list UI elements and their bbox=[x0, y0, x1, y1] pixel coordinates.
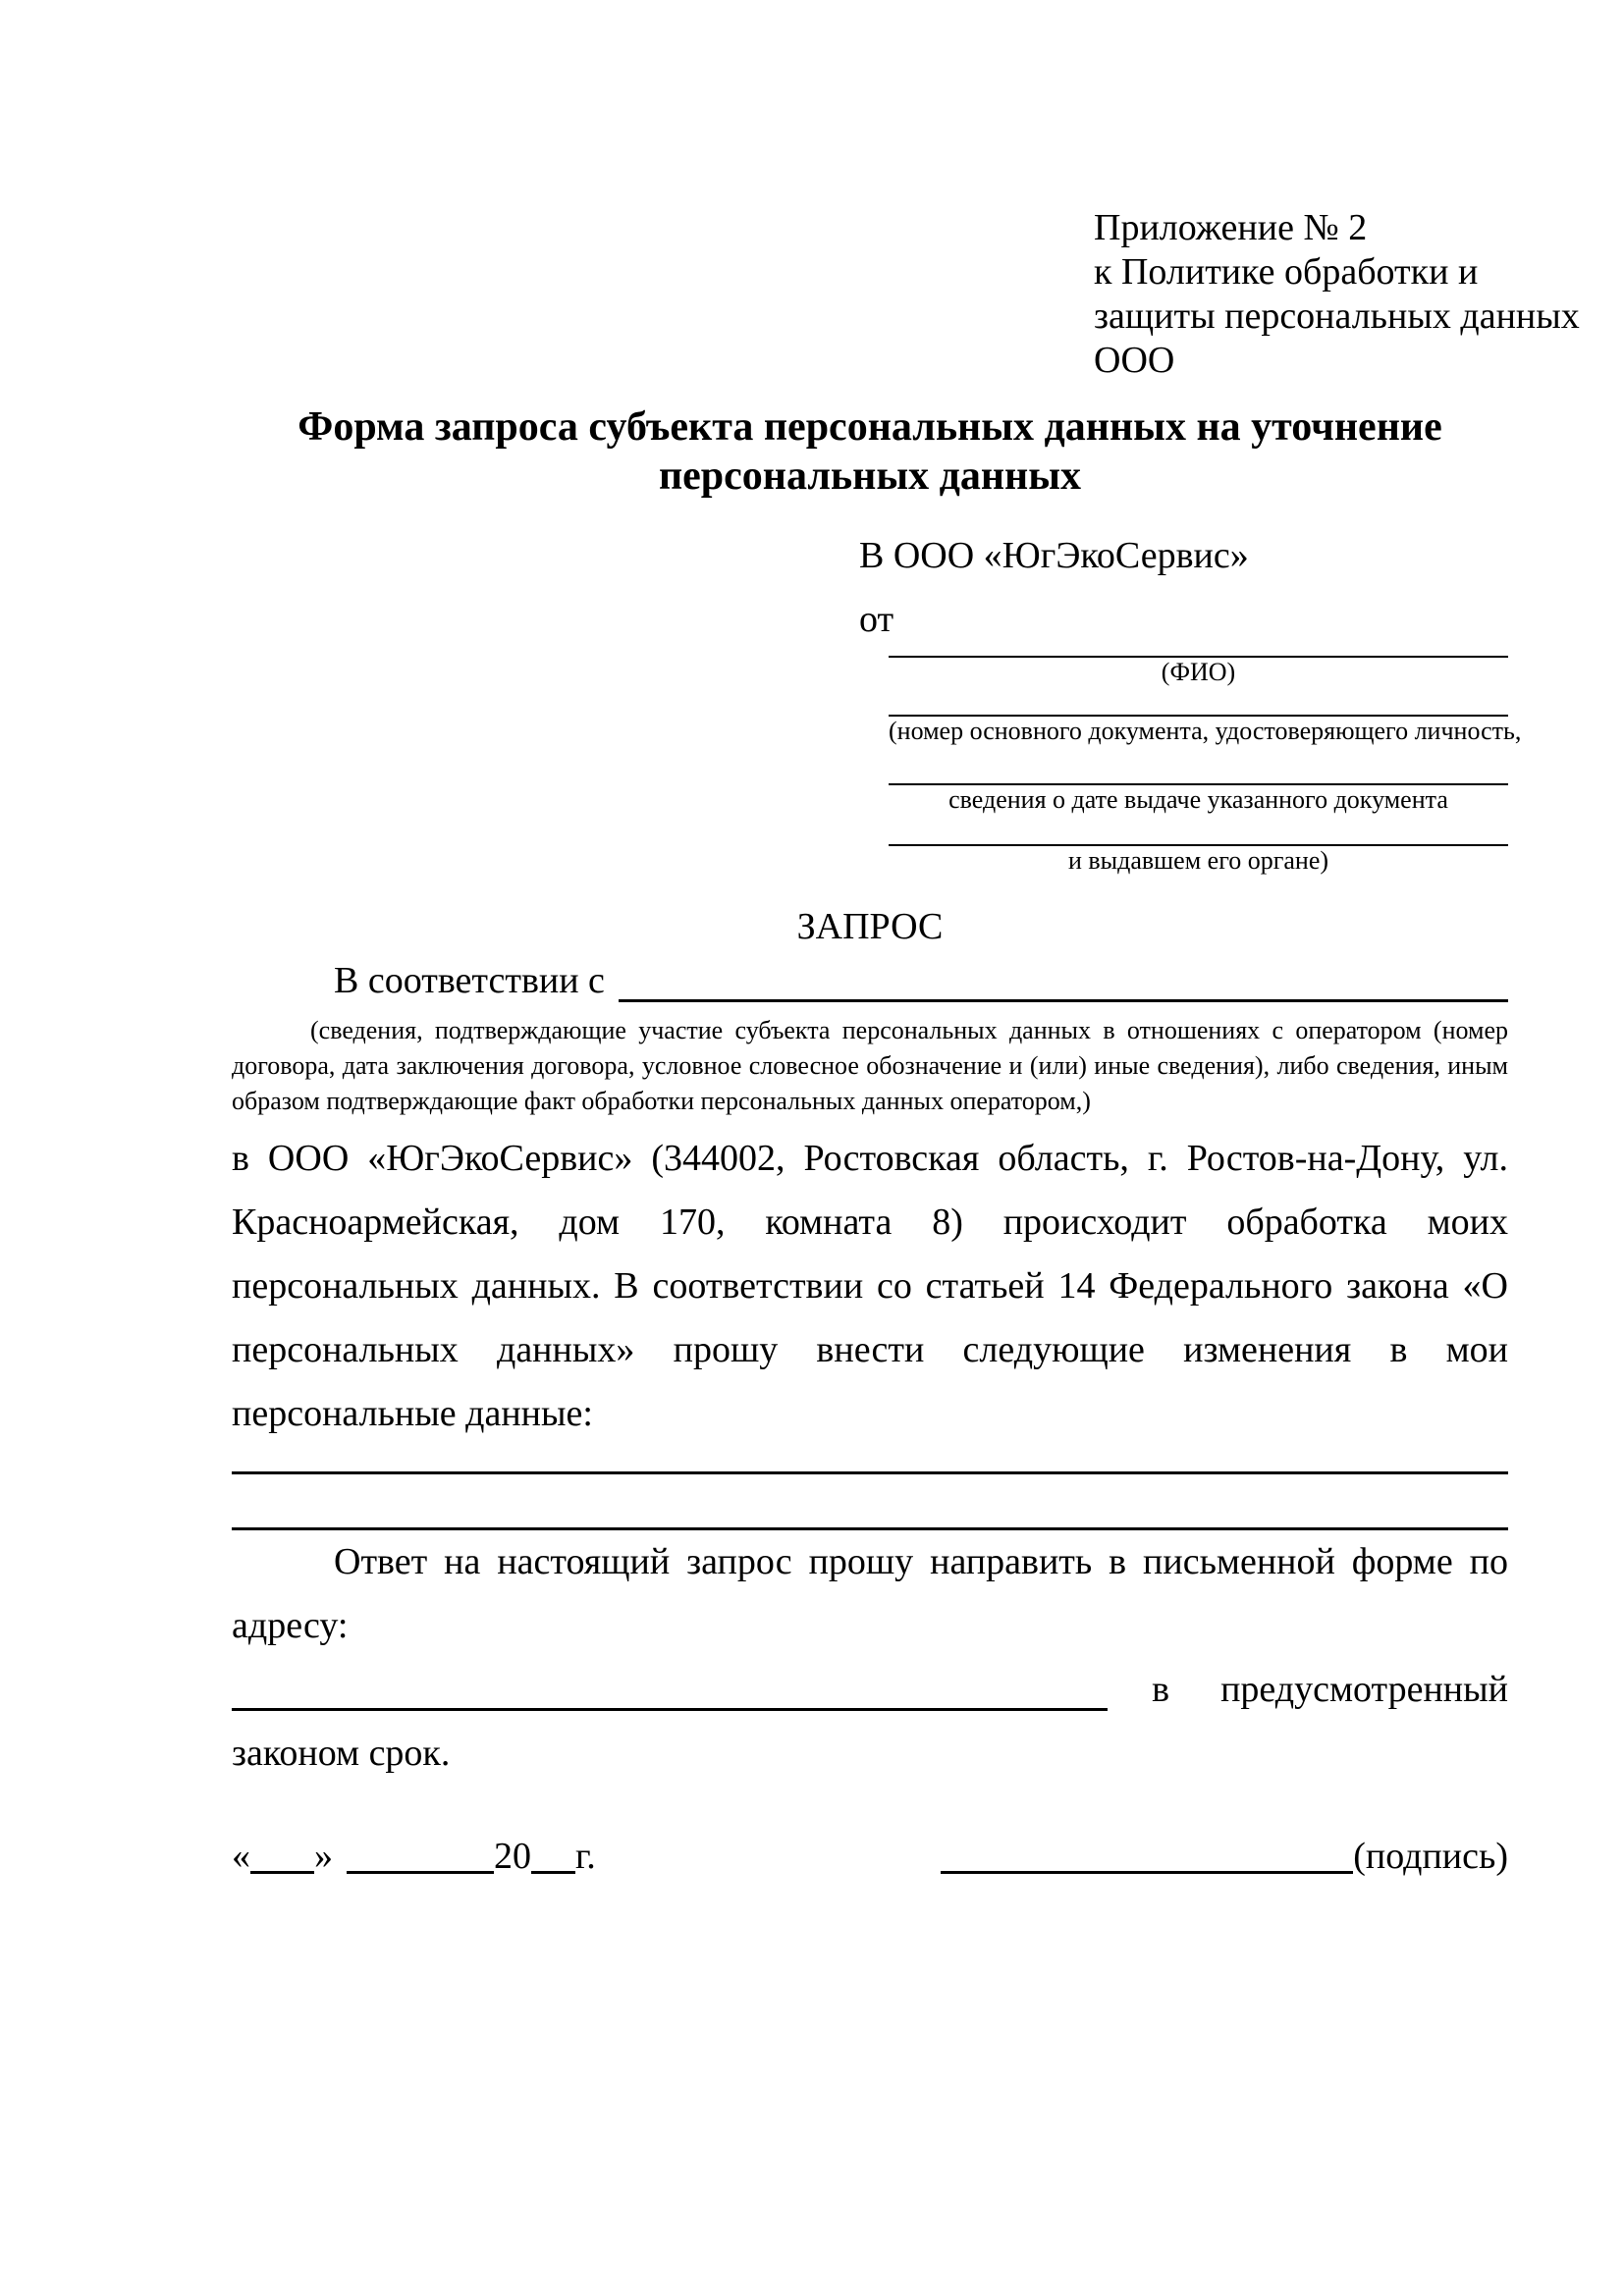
year-prefix: 20 bbox=[494, 1836, 531, 1877]
signature-caption: (подпись) bbox=[1353, 1836, 1508, 1877]
reply-address-line bbox=[232, 1658, 1508, 1722]
address-blank-line bbox=[232, 1658, 1108, 1711]
addressee-to: В ООО «ЮгЭкоСервис» bbox=[859, 535, 1249, 576]
issuing-authority-caption: и выдавшем его органе) bbox=[1067, 846, 1329, 875]
annex-line: Приложение № 2 bbox=[1094, 207, 1368, 248]
date-group bbox=[232, 1825, 596, 1889]
issue-date-caption: сведения о дате выдаче указанного документа bbox=[948, 785, 1448, 814]
fio-blank-line bbox=[889, 642, 1508, 658]
year-blank bbox=[531, 1865, 575, 1874]
basis-footnote: (сведения, подтверждающие участие субъекта персональных данных в отношениях с оператором (номер договора, дата заключения договора, условное словесное обозначение и (или) иные сведения), либо сведения, иным образом подтверждающие факт обработки персональных данных оператором,) bbox=[232, 1016, 1508, 1115]
close-quote: » bbox=[314, 1836, 333, 1877]
signature-group bbox=[941, 1825, 1508, 1889]
reply-sentence: Ответ на настоящий запрос прошу направить в письменной форме по адресу: bbox=[232, 1541, 1508, 1646]
open-quote: « bbox=[232, 1836, 250, 1877]
reply-tail-word: в bbox=[1152, 1669, 1170, 1710]
annex-line: защиты персональных данных bbox=[1094, 295, 1580, 337]
addressee-block bbox=[859, 534, 1522, 876]
changes-blank-line-1 bbox=[232, 1446, 1508, 1474]
basis-prefix: В соответствии с bbox=[334, 960, 605, 1001]
annex-line: ООО bbox=[1094, 340, 1175, 381]
addressee-from-label: от bbox=[859, 599, 894, 640]
basis-blank-line bbox=[619, 949, 1508, 1002]
issuing-authority-blank-line bbox=[889, 815, 1508, 846]
year-suffix: г. bbox=[575, 1836, 596, 1877]
annex-reference-block bbox=[1094, 206, 1580, 383]
day-blank bbox=[250, 1865, 314, 1874]
document-number-caption: (номер основного документа, удостоверяющего личность, bbox=[889, 717, 1522, 745]
document-title: Форма запроса субъекта персональных данных на уточнение персональных данных bbox=[298, 404, 1442, 499]
changes-blank-line-2 bbox=[232, 1474, 1508, 1530]
basis-line bbox=[232, 949, 1508, 1013]
month-blank bbox=[347, 1865, 494, 1874]
main-paragraph: в ООО «ЮгЭкоСервис» (344002, Ростовская область, г. Ростов-на-Дону, ул. Красноармейская, дом 170, комната 8) происходит обработка моих персональных данных. В соответствии со статьей 14 Федерального закона «О персональных данных» прошу внести следующие изменения в мои персональные данные: bbox=[232, 1138, 1508, 1434]
issue-date-blank-line bbox=[889, 746, 1508, 785]
fio-caption: (ФИО) bbox=[1161, 658, 1236, 686]
reply-tail-word: предусмотренный bbox=[1220, 1669, 1508, 1710]
document-number-blank-line bbox=[889, 687, 1508, 717]
reply-end: законом срок. bbox=[232, 1733, 451, 1774]
annex-line: к Политике обработки и bbox=[1094, 251, 1479, 293]
request-heading: ЗАПРОС bbox=[796, 906, 944, 947]
date-signature-row bbox=[232, 1825, 1508, 1889]
signature-blank bbox=[941, 1865, 1353, 1874]
